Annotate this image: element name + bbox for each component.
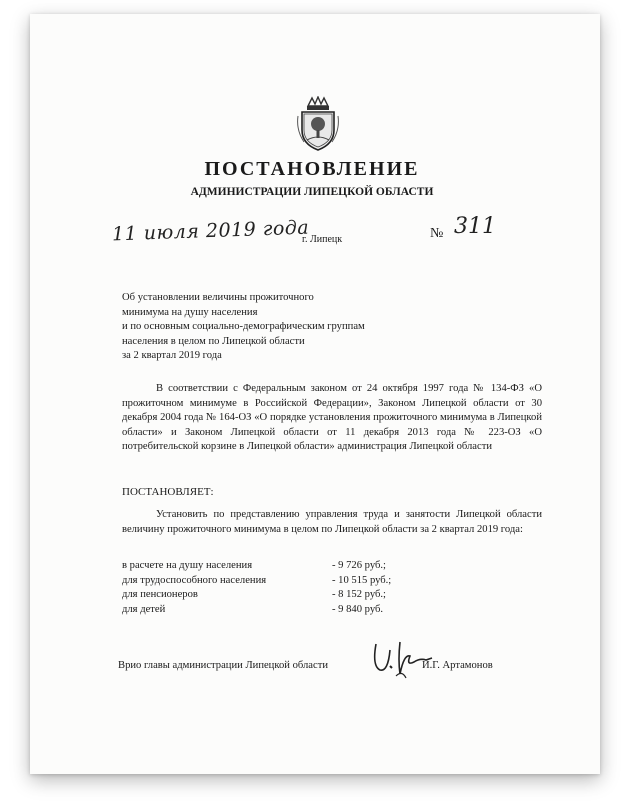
item-value: - 10 515 руб.; [332, 574, 392, 586]
list-item [122, 559, 502, 574]
item-label: для пенсионеров [122, 589, 198, 600]
list-item [122, 574, 502, 589]
minimum-values-list [122, 559, 502, 617]
preamble-paragraph [122, 382, 542, 455]
handwritten-number: 311 [454, 214, 496, 239]
decision-paragraph [122, 508, 542, 537]
coat-of-arms-emblem [296, 96, 340, 152]
document-title: ПОСТАНОВЛЕНИЕ [204, 158, 420, 180]
signatory-position: Врио главы администрации Липецкой области [118, 660, 328, 671]
decision-text: Установить по представлению управления труда и занятости Липецкой области величину прожиточного минимума в целом по Липецкой области за 2 квартал 2019 года: [122, 509, 542, 535]
item-label: для трудоспособного населения [122, 574, 267, 586]
city-label: г. Липецк [302, 234, 343, 245]
preamble-text: В соответствии с Федеральным законом от 24 октября 1997 года № 134-ФЗ «О прожиточном минимуме в Российской Федерации», Законом Липецкой области от 30 декабря 2004 года № 164-ОЗ «О порядке установления прожиточного минимума в Липецкой области» и Законом Липецкой области от 11 декабря 2013 года № 223-ОЗ «О потребительской корзине в Липецкой области» администрация Липецкой области [122, 383, 542, 453]
list-item [122, 603, 502, 618]
decree-heading: ПОСТАНОВЛЯЕТ: [122, 486, 214, 498]
item-label: в расчете на душу населения [122, 560, 253, 571]
handwritten-date: 11 июля 2019 года [111, 216, 310, 246]
item-value: - 9 840 руб. [332, 603, 384, 615]
list-item [122, 588, 502, 603]
item-label: для детей [122, 603, 166, 615]
document-subtitle: АДМИНИСТРАЦИИ ЛИПЕЦКОЙ ОБЛАСТИ [190, 186, 434, 198]
number-sign: № [430, 226, 444, 241]
signatory-name: И.Г. Артамонов [422, 660, 493, 671]
document-about: Об установлении величины прожиточного минимума на душу населения и по основным социально-демографическим группам населения в целом по Липецкой области за 2 квартал 2019 года [122, 292, 365, 361]
item-value: - 8 152 руб.; [332, 589, 386, 600]
item-value: - 9 726 руб.; [332, 560, 386, 571]
handwritten-signature [370, 636, 434, 680]
